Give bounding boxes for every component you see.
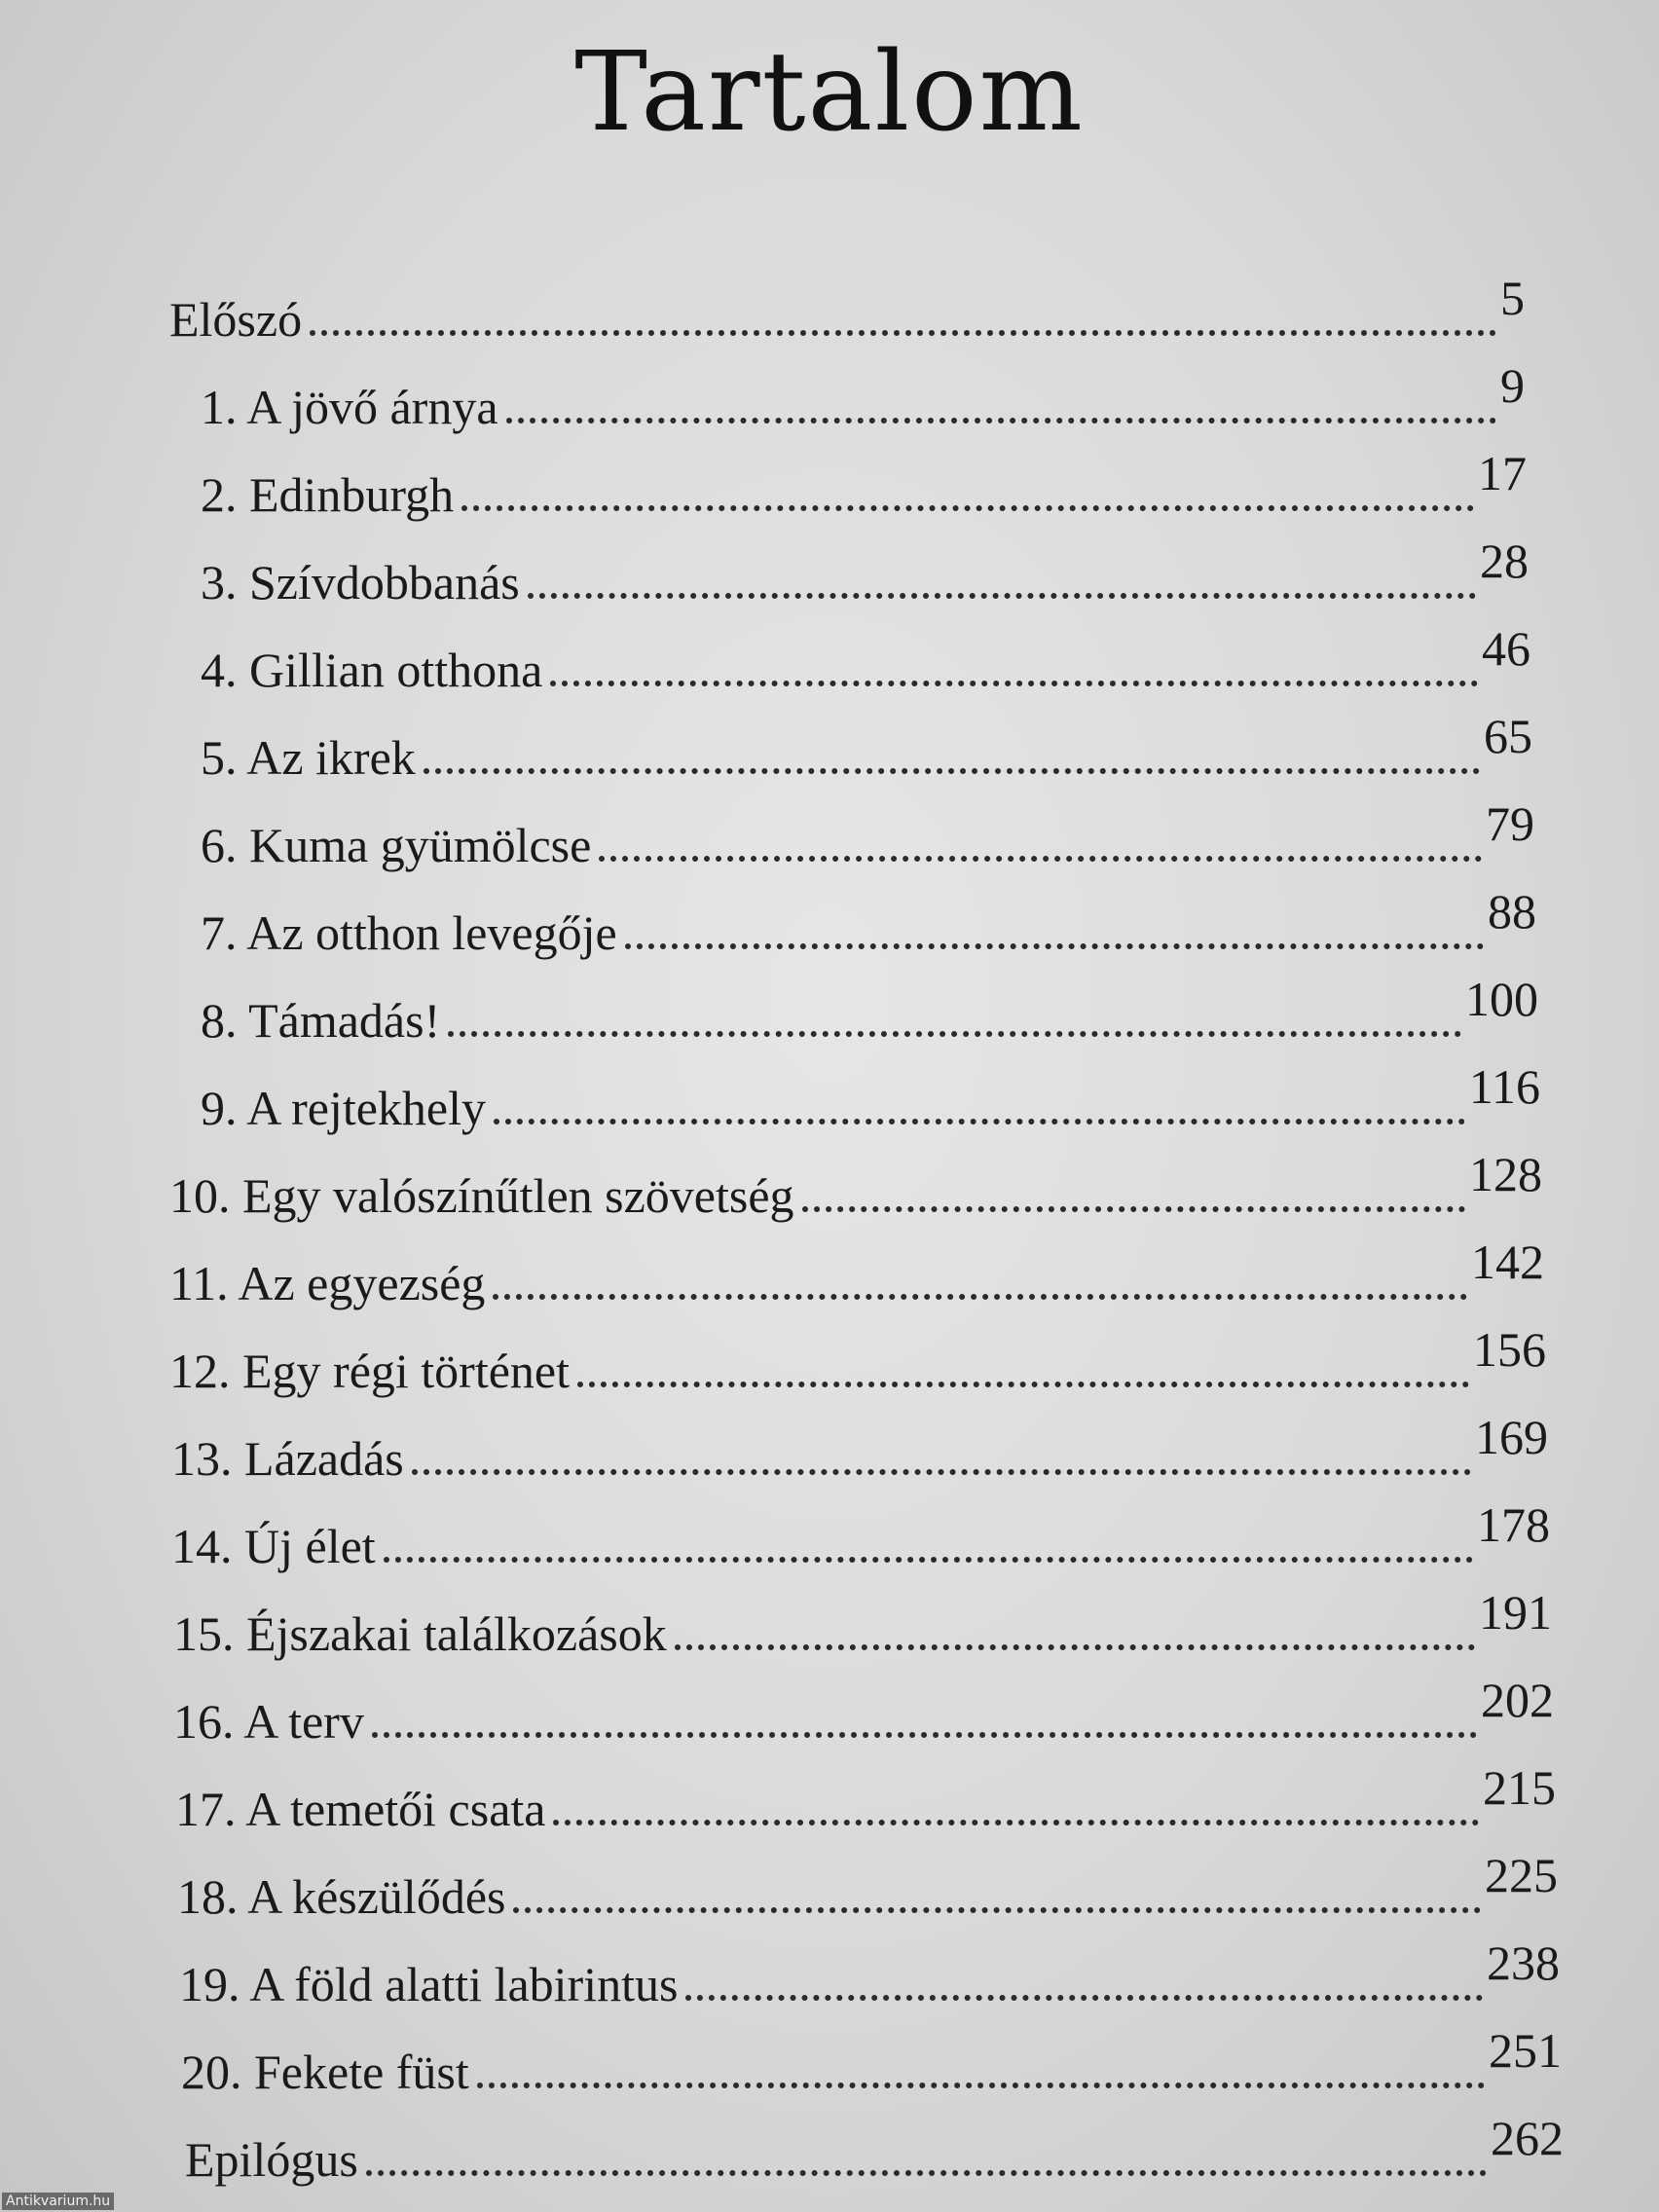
dot-leader	[493, 1294, 1467, 1300]
toc-entry-title: 18. A készülődés	[177, 1869, 506, 1924]
toc-entry-title: 3. Szívdobbanás	[201, 555, 520, 609]
site-watermark: Antikvarium.hu	[2, 2193, 114, 2210]
toc-entry-title: 13. Lázadás	[171, 1431, 404, 1486]
toc-entry-page: 202	[1481, 1673, 1554, 1727]
toc-entry-page: 88	[1488, 884, 1536, 939]
toc-entry-page: 116	[1468, 1059, 1540, 1114]
dot-leader	[685, 1995, 1483, 2001]
toc-entry-page: 9	[1500, 358, 1525, 413]
toc-entry	[201, 1059, 1540, 1135]
dot-leader	[366, 2170, 1487, 2176]
toc-entry	[201, 709, 1532, 785]
toc-entry-title: 1. A jövő árnya	[201, 380, 498, 434]
toc-entry-page: 17	[1478, 446, 1527, 500]
toc-entry-page: 215	[1483, 1760, 1556, 1815]
toc-entry-page: 225	[1485, 1848, 1558, 1902]
toc-entry-title: 4. Gillian otthona	[201, 643, 543, 697]
toc-entry	[185, 2111, 1564, 2187]
dot-leader	[802, 1206, 1465, 1212]
toc-entry	[201, 534, 1529, 609]
dot-leader	[384, 1557, 1473, 1563]
toc-entry-title: 19. A föld alatti labirintus	[179, 1957, 679, 2011]
toc-entry	[169, 1235, 1544, 1310]
dot-leader	[553, 1820, 1479, 1825]
toc-entry-title: 9. A rejtekhely	[201, 1081, 486, 1135]
toc-entry	[169, 1322, 1546, 1398]
toc-entry-page: 238	[1487, 1936, 1560, 1990]
toc-entry	[201, 972, 1538, 1048]
toc-entry	[177, 1848, 1558, 1924]
toc-entry-page: 251	[1489, 2023, 1562, 2078]
dot-leader	[528, 593, 1476, 599]
toc-entry-page: 169	[1475, 1410, 1548, 1464]
dot-leader	[372, 1732, 1477, 1738]
toc-entry-title: Előszó	[169, 292, 303, 347]
toc-entry-page: 178	[1477, 1497, 1550, 1552]
toc-entry	[175, 1760, 1556, 1836]
toc-entry-page: 28	[1480, 534, 1529, 588]
toc-entry-title: 11. Az egyezség	[169, 1256, 486, 1310]
toc-entry-title: 7. Az otthon levegője	[201, 905, 617, 960]
toc-entry-title: 17. A temetői csata	[175, 1782, 546, 1836]
toc-entry	[169, 271, 1525, 347]
dot-leader	[625, 943, 1484, 949]
toc-entry-title: 5. Az ikrek	[201, 730, 416, 785]
toc-entry-title: 12. Egy régi történet	[169, 1344, 570, 1398]
toc-entry-page: 156	[1473, 1322, 1546, 1377]
toc-entry	[169, 1147, 1542, 1223]
toc-entry	[171, 1410, 1548, 1486]
toc-entry	[173, 1585, 1552, 1661]
toc-entry	[179, 1936, 1560, 2011]
toc-entry	[173, 1673, 1554, 1749]
dot-leader	[675, 1644, 1475, 1650]
toc-entry-page: 142	[1471, 1235, 1544, 1289]
page-title: Tartalom	[574, 29, 1085, 156]
toc-entry	[201, 796, 1534, 872]
toc-entry-title: 16. A terv	[173, 1694, 364, 1749]
toc-entry-page: 5	[1500, 271, 1525, 325]
dot-leader	[461, 505, 1474, 511]
dot-leader	[577, 1382, 1469, 1387]
toc-entry-page: 79	[1486, 796, 1534, 851]
toc-entry	[171, 1497, 1550, 1573]
dot-leader	[550, 681, 1478, 686]
dot-leader	[494, 1119, 1465, 1124]
toc-entry-page: 46	[1482, 621, 1530, 676]
toc-entry	[201, 884, 1536, 960]
toc-entry-title: 15. Éjszakai találkozások	[173, 1606, 667, 1661]
toc-entry-page: 65	[1484, 709, 1532, 763]
toc-entry	[201, 621, 1530, 697]
toc-entry-page: 262	[1491, 2111, 1564, 2165]
dot-leader	[477, 2083, 1485, 2088]
dot-leader	[412, 1469, 1471, 1475]
toc-entry-title: 14. Új élet	[171, 1519, 376, 1573]
dot-leader	[513, 1907, 1481, 1913]
toc-entry-title: 2. Edinburgh	[201, 467, 455, 522]
dot-leader	[448, 1031, 1461, 1037]
toc-entry-page: 128	[1469, 1147, 1542, 1201]
toc-entry	[181, 2023, 1562, 2099]
toc-entry-page: 100	[1465, 972, 1538, 1026]
toc-entry-title: 10. Egy valószínűtlen szövetség	[169, 1168, 794, 1223]
toc-entry	[201, 358, 1525, 434]
toc-entry-title: 6. Kuma gyümölcse	[201, 818, 592, 872]
dot-leader	[599, 856, 1482, 862]
table-of-contents	[0, 271, 1659, 2205]
dot-leader	[424, 768, 1480, 774]
dot-leader	[310, 330, 1496, 336]
dot-leader	[506, 418, 1496, 424]
toc-entry-title: Epilógus	[185, 2132, 358, 2187]
toc-entry-title: 20. Fekete füst	[181, 2045, 469, 2099]
toc-entry-title: 8. Támadás!	[201, 993, 441, 1048]
toc-entry	[201, 446, 1527, 522]
toc-entry-page: 191	[1479, 1585, 1552, 1640]
